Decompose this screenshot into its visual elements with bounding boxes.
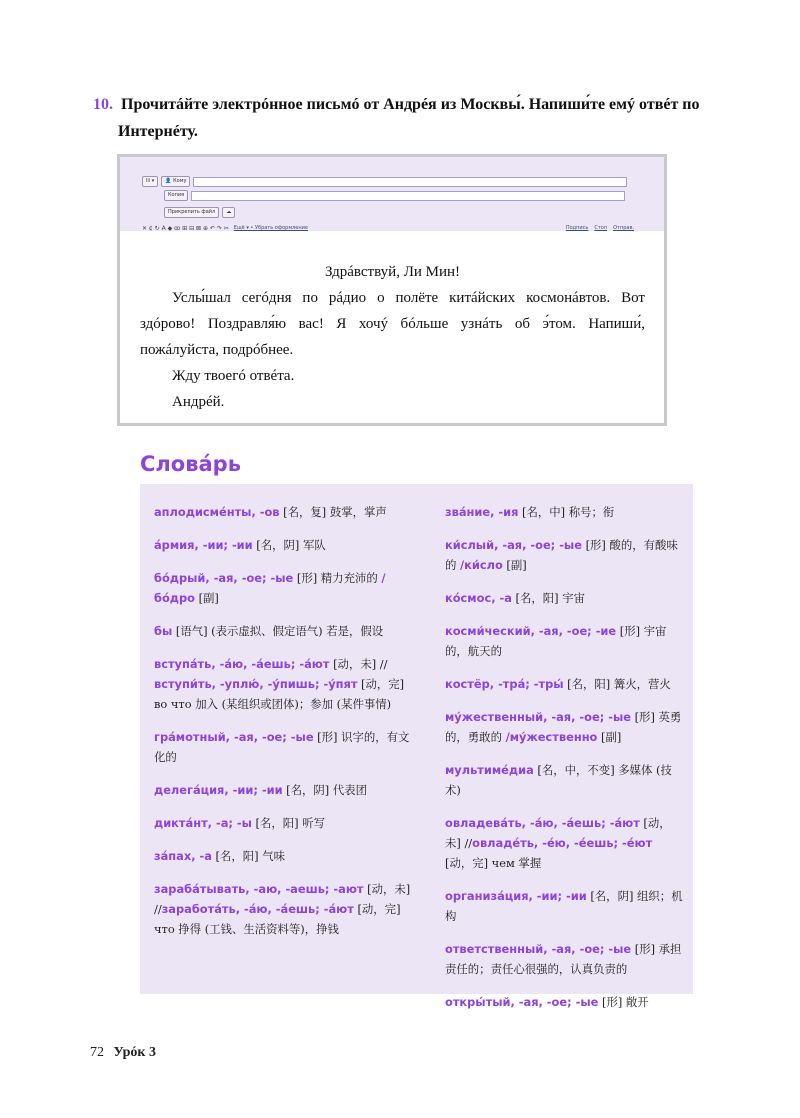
vocab-entry	[445, 535, 683, 575]
vocabulary-title: Словáрь	[140, 452, 241, 476]
vocab-headword: звáние, -ия	[445, 505, 519, 519]
vocab-gloss: [动，未] //	[329, 657, 388, 671]
vocab-entry	[154, 727, 420, 767]
attach-file-button[interactable]: Прикрепить файл	[164, 207, 219, 218]
vocab-entry	[154, 535, 420, 555]
person-icon: 👤	[165, 178, 172, 184]
vocab-entry	[154, 780, 420, 800]
vocab-headword: организáция, -ии; -ии	[445, 889, 587, 903]
account-dropdown[interactable]: lii ▾	[142, 176, 158, 187]
vocab-gloss: [语气] (表示虚拟、假定语气) 若是，假设	[172, 624, 384, 638]
vocab-gloss: [形] 英勇的，勇敢的	[445, 710, 682, 744]
vocab-headword: вступи́ть, -уплю́, -ýпишь; -ýпят	[154, 677, 358, 691]
vocab-headword: зарабáтывать, -аю, -аешь; -ают	[154, 882, 364, 896]
vocab-gloss: [动，未] //	[154, 882, 411, 916]
vocab-headword: овладéть, -éю, -éешь; -éют	[472, 836, 653, 850]
vocab-entry	[154, 621, 420, 641]
vocab-entry	[154, 846, 420, 866]
vocab-headword: ки́слый, -ая, -ое; -ые	[445, 538, 582, 552]
email-window	[117, 154, 667, 426]
exercise-instruction	[93, 91, 708, 145]
vocab-entry	[445, 502, 683, 522]
vocab-headword: делегáция, -ии; -ии	[154, 783, 283, 797]
cloud-upload-icon[interactable]: ☁	[222, 207, 235, 218]
exercise-text-line1: Прочитáйте электрóнное письмó от Андрéя из Москвы́. Напиши́те емý отвéт по	[121, 96, 700, 113]
stop-link[interactable]: Стоп	[594, 225, 608, 231]
vocab-entry	[154, 654, 420, 714]
vocab-entry	[445, 886, 683, 926]
page-number: 72	[90, 1045, 104, 1060]
vocab-gloss: [副]	[597, 730, 622, 744]
vocab-headword: овладевáть, -áю, -áешь; -áют	[445, 816, 640, 830]
exercise-text-line2: Интернéту.	[118, 123, 198, 140]
vocab-gloss: [动，未] //	[445, 816, 671, 850]
vocab-gloss: [名，阴] 组织；机构	[445, 889, 683, 923]
lesson-label: Урóк 3	[113, 1045, 156, 1060]
vocab-entry	[154, 502, 420, 522]
more-formatting-link[interactable]: Ещё ▾ • Убрать оформление	[233, 225, 308, 231]
vocabulary-right-column	[445, 502, 683, 1025]
signature-link[interactable]: Подпись	[565, 225, 589, 231]
vocab-gloss: [动，完] во что 加入 (某组织或团体)；参加 (某件事情)	[154, 677, 405, 711]
email-signature: Андрéй.	[172, 394, 225, 410]
email-paragraph: Услы́шал сегóдня по рáдио о полёте китáйских космонáвтов. Вот здóрово! Поздравля́ю вас! Я хочý бóльше узнáть об э́том. Напиши́, пожáлуйста, подрóбнее.	[140, 290, 645, 358]
vocab-gloss: [名，阳] 听写	[251, 816, 326, 830]
to-button[interactable]	[161, 176, 190, 187]
vocab-gloss: [动，完] чем 掌握	[445, 856, 542, 870]
vocab-gloss: [副]	[502, 558, 527, 572]
vocab-headword: мультимéдиа	[445, 763, 534, 777]
vocab-entry	[445, 707, 683, 747]
vocab-headword: /бóдро	[154, 571, 386, 605]
vocab-gloss: [动，完] что 挣得 (工钱、生活资料等)，挣钱	[154, 902, 401, 936]
vocab-headword: /ки́сло	[460, 558, 503, 572]
vocab-entry	[445, 939, 683, 979]
formatting-toolbar[interactable]	[142, 225, 308, 232]
vocab-entry	[445, 588, 683, 608]
vocab-gloss: [形] 宇宙的，航天的	[445, 624, 667, 658]
vocab-gloss: [名，复] 鼓掌，掌声	[279, 505, 387, 519]
vocab-entry	[445, 760, 683, 800]
copy-button[interactable]: Копия	[164, 190, 188, 201]
vocab-gloss: [形] 酸的，有酸味的	[445, 538, 678, 572]
vocab-headword: аплодисмéнты, -ов	[154, 505, 280, 519]
vocab-headword: бóдрый, -ая, -ое; -ые	[154, 571, 294, 585]
vocab-headword: диктáнт, -а; -ы	[154, 816, 252, 830]
vocab-headword: костёр, -трá; -тры́	[445, 677, 564, 691]
vocab-entry	[445, 813, 683, 873]
vocab-gloss: [名，阳] 篝火，营火	[563, 677, 671, 691]
vocab-entry	[445, 674, 683, 694]
vocab-headword: откры́тый, -ая, -ое; -ые	[445, 995, 599, 1009]
vocab-entry	[445, 621, 683, 661]
vocab-entry	[154, 879, 420, 939]
vocab-headword: кóсмос, -а	[445, 591, 512, 605]
copy-field[interactable]	[191, 191, 625, 201]
email-greeting: Здрáвствуй, Ли Мин!	[324, 264, 461, 280]
vocab-gloss: [形] 承担责任的；责任心很强的，认真负责的	[445, 942, 682, 976]
to-label: Кому	[173, 178, 187, 184]
vocab-headword: мýжественный, -ая, -ое; -ые	[445, 710, 631, 724]
vocab-gloss: [形] 精力充沛的	[293, 571, 382, 585]
vocab-headword: áрмия, -ии; -ии	[154, 538, 253, 552]
vocab-gloss: [名，阴] 代表团	[282, 783, 368, 797]
send-link[interactable]: Отправ.	[613, 225, 634, 231]
vocab-gloss: [名，中，不变] 多媒体 (技术)	[445, 763, 672, 797]
vocab-entry	[445, 992, 683, 1012]
vocab-gloss: [名，中] 称号；衔	[518, 505, 615, 519]
vocabulary-left-column	[154, 502, 420, 952]
vocabulary-box	[140, 484, 693, 1009]
vocab-gloss: [形] 敞开	[598, 995, 649, 1009]
vocab-headword: зáпах, -а	[154, 849, 212, 863]
vocab-gloss: [名，阳] 气味	[211, 849, 286, 863]
email-action-links	[566, 225, 634, 231]
vocab-headword: заработáть, -áю, -áешь; -áют	[161, 902, 354, 916]
formatting-icons[interactable]: ✕ ¢ ↻ A ◆ ꝏ ⊞ ⊟ ⊠ ⊕ ↶ ↷ ✂	[142, 225, 229, 232]
vocab-entry	[154, 813, 420, 833]
vocab-entry	[154, 568, 420, 608]
vocab-gloss: [副]	[194, 591, 219, 605]
email-body	[140, 259, 645, 415]
vocab-gloss: [名，阴] 军队	[252, 538, 326, 552]
vocab-headword: бы	[154, 624, 173, 638]
vocab-headword: /мýжественно	[505, 730, 598, 744]
page-footer	[90, 1045, 156, 1061]
email-toolbar	[120, 157, 664, 231]
to-field[interactable]	[193, 177, 627, 187]
exercise-number: 10.	[93, 96, 113, 113]
vocab-headword: ответственный, -ая, -ое; -ые	[445, 942, 632, 956]
vocab-headword: косми́ческий, -ая, -ое; -ие	[445, 624, 617, 638]
vocab-gloss: [名，阳] 宇宙	[511, 591, 585, 605]
vocab-gloss: [形] 识字的，有文化的	[154, 730, 410, 764]
vocab-headword: грáмотный, -ая, -ое; -ые	[154, 730, 314, 744]
email-wait-line: Жду твоегó отвéта.	[172, 368, 295, 384]
vocab-headword: вступáть, -áю, -áешь; -áют	[154, 657, 330, 671]
